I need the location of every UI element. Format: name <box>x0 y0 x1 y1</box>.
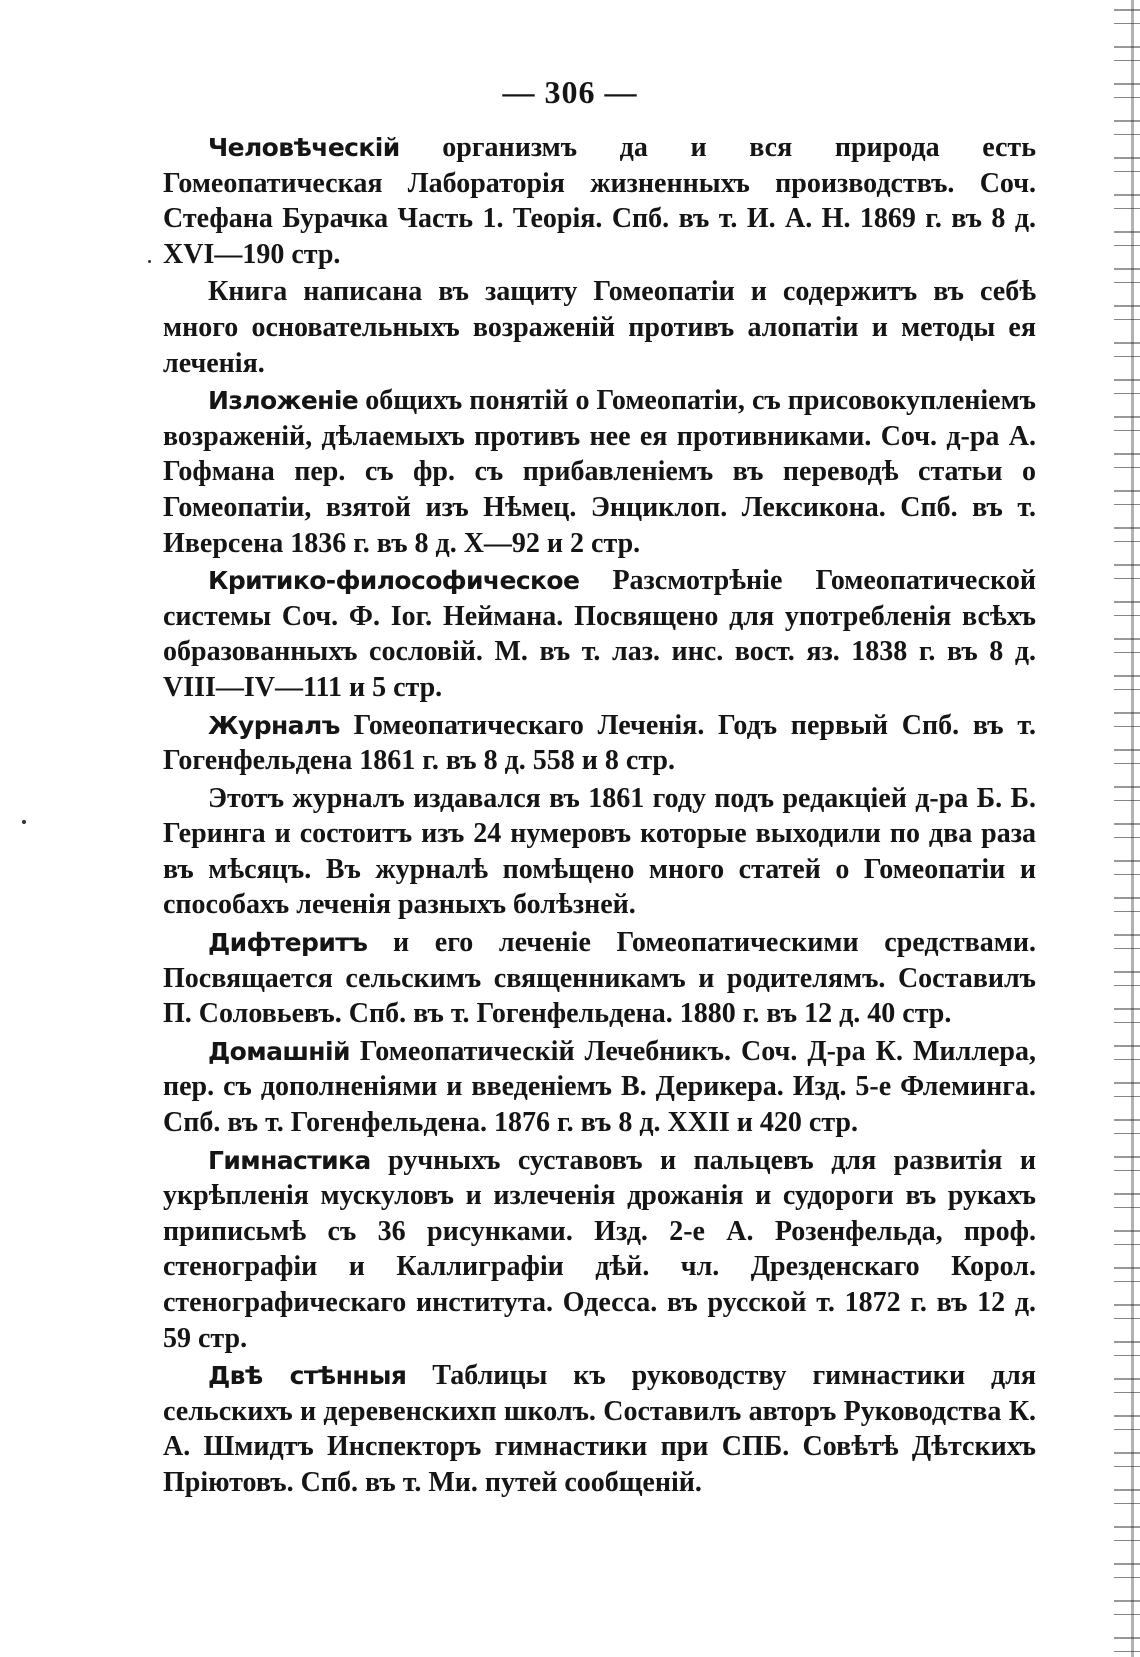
entry-text: организмъ да и вся природа есть Гомеопатическая Лабораторія жизненныхъ производствъ. Соч. Стефана Бурачка Часть 1. Теорія. Спб. въ т. И. А. Н. 1869 г. въ 8 д. XVI—190 стр. <box>163 132 1036 270</box>
page-edge-line <box>1131 0 1134 1657</box>
page-edge-shadow <box>1114 0 1140 1657</box>
entry-lead-word: Изложеніе <box>208 386 359 416</box>
entry-note <box>163 781 1036 923</box>
ink-speck <box>22 820 26 824</box>
entry-text: Гомеопатическаго Леченія. Годъ первый Спб. въ т. Гогенфельдена 1861 г. въ 8 д. 558 и 8 стр. <box>163 709 1036 777</box>
entry-difterit <box>163 925 1036 1032</box>
entry-gimnastika <box>163 1143 1036 1357</box>
entry-text: и его леченіе Гомеопатическими средствами. Посвящается сельскимъ священникамъ и родителямъ. Составилъ П. Соловьевъ. Спб. въ т. Гогенфельдена. 1880 г. въ 12 д. 40 стр. <box>163 927 1036 1030</box>
entry-text: Разсмотрѣніе Гомеопатической системы Соч. Ф. Іог. Неймана. Посвящено для употребленія всѣхъ образованныхъ сословій. М. въ т. лаз. инс. вост. яз. 1838 г. въ 8 д. VIII—IV—111 и 5 стр. <box>163 565 1036 703</box>
entry-note <box>163 274 1036 381</box>
entry-zhurnal <box>163 708 1036 779</box>
entry-dve-stennyya <box>163 1358 1036 1500</box>
entry-lead-word: Домашній <box>208 1036 350 1066</box>
entry-text: Этотъ журналъ издавался въ 1861 году подъ редакціей д-ра Б. Б. Геринга и состоитъ изъ 24 нумеровъ которые выходили по два раза въ мѣсяцъ. Въ журналѣ помѣщено много статей о Гомеопатіи и способахъ леченія разныхъ болѣзней. <box>163 782 1036 921</box>
entry-text: Книга написана въ защиту Гомеопатіи и содержитъ въ себѣ много основательныхъ возраженій противъ алопатіи и методы ея леченія. <box>163 276 1036 379</box>
entry-lead-word: Гимнастика <box>208 1145 371 1175</box>
entry-lead-word: Критико-философическое <box>208 566 580 596</box>
entry-izlozhenie <box>163 383 1036 561</box>
ink-speck <box>148 260 151 263</box>
entry-lead-word: Двѣ стѣнныя <box>208 1361 407 1391</box>
entry-text: общихъ понятій о Гомеопатіи, съ присовокупленіемъ возраженій, дѣлаемыхъ противъ нее ея противниками. Соч. д-ра А. Гофмана пер. съ фр. съ прибавленіемъ въ переводѣ статьи о Гомеопатіи, взятой изъ Нѣмец. Энциклоп. Лексикона. Спб. въ т. Иверсена 1836 г. въ 8 д. X—92 и 2 стр. <box>163 385 1036 559</box>
page-number: — 306 — <box>502 74 638 110</box>
entry-lead-word: Журналъ <box>208 710 340 740</box>
entry-chelovecheskiy <box>163 130 1036 272</box>
entry-kritiko <box>163 563 1036 705</box>
entry-lead-word: Человѣческій <box>208 133 400 162</box>
entry-text: Гомеопатическій Лечебникъ. Соч. Д-ра К. Миллера, пер. съ дополненіями и введеніемъ В. Дерикера. Изд. 5-е Флеминга. Спб. въ т. Гогенфельдена. 1876 г. въ 8 д. XXII и 420 стр. <box>163 1035 1036 1139</box>
bibliography-text <box>163 130 1036 1503</box>
entry-lead-word: Дифтеритъ <box>208 928 368 958</box>
entry-text: ручныхъ суставовъ и пальцевъ для развитія и укрѣпленія мускуловъ и излеченія дрожанія и судороги въ рукахъ приписьмѣ съ 36 рисунками. Изд. 2-е А. Розенфельда, проф. стенографіи и Каллиграфіи дѣй. чл. Дрезденскаго Корол. стенографическаго института. Одесса. въ русской т. 1872 г. въ 12 д. 59 стр. <box>163 1144 1036 1354</box>
entry-text: Таблицы къ руководству гимнастики для сельскихъ и деревенскихп школъ. Составилъ авторъ Руководства К. А. Шмидтъ Инспекторъ гимнастики при СПБ. Совѣтѣ Дѣтскихъ Пріютовъ. Спб. въ т. Ми. путей сообщеній. <box>163 1360 1036 1498</box>
entry-domashniy <box>163 1034 1036 1141</box>
